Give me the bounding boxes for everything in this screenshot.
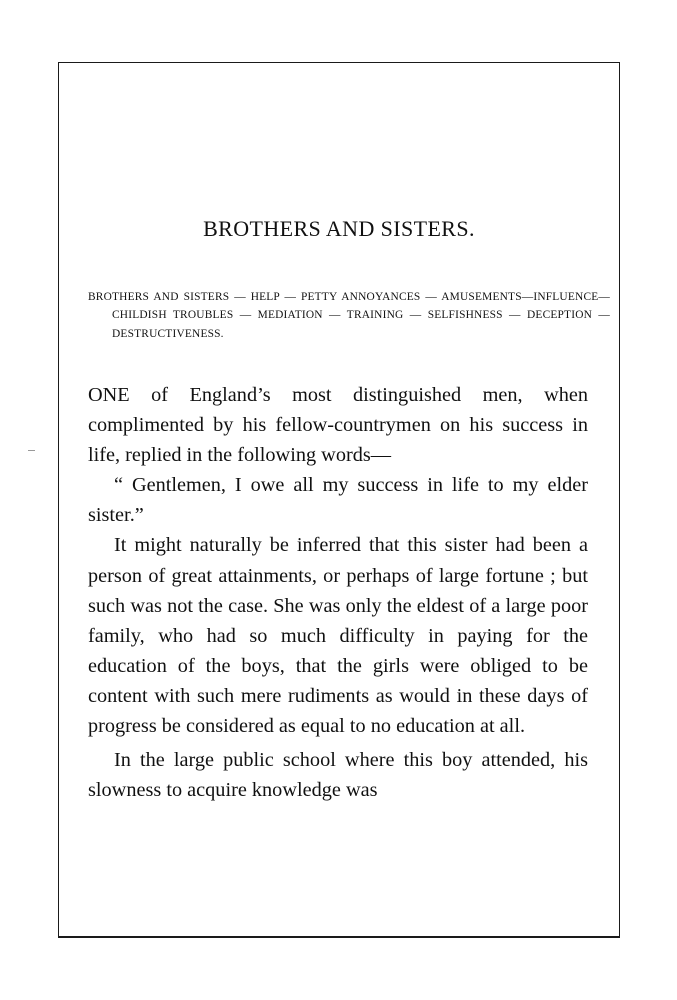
paragraph-2: “ Gentlemen, I owe all my success in life to my elder sister.”	[88, 474, 588, 527]
chapter-title: BROTHERS AND SISTERS.	[203, 216, 475, 241]
paragraph-4: In the large public school where this boy attended, his slowness to acquire knowledge was	[88, 749, 588, 802]
paragraph-1-text: of England’s most distinguished men, when complimented by his fellow-countrymen on his success in life, replied in the following words—	[88, 384, 588, 467]
margin-mark	[28, 450, 35, 451]
opening-word: ONE	[88, 384, 130, 406]
body-text	[88, 380, 588, 805]
paragraph-1	[88, 380, 588, 470]
chapter-synopsis: BROTHERS AND SISTERS — HELP — PETTY ANNOYANCES — AMUSEMENTS—INFLUENCE—CHILDISH TROUBLES — MEDIATION — TRAINING — SELFISHNESS — DECEPTION — DESTRUCTIVENESS.	[88, 291, 610, 340]
paragraph-3: It might naturally be inferred that this sister had been a person of great attainments, or perhaps of large fortune ; but such was not the case. She was only the eldest of a large poor family, who had so much difficulty in paying for the education of the boys, that the girls were obliged to be content with such mere rudiments as would in these days of progress be considered as equal to no education at all.	[88, 534, 588, 738]
